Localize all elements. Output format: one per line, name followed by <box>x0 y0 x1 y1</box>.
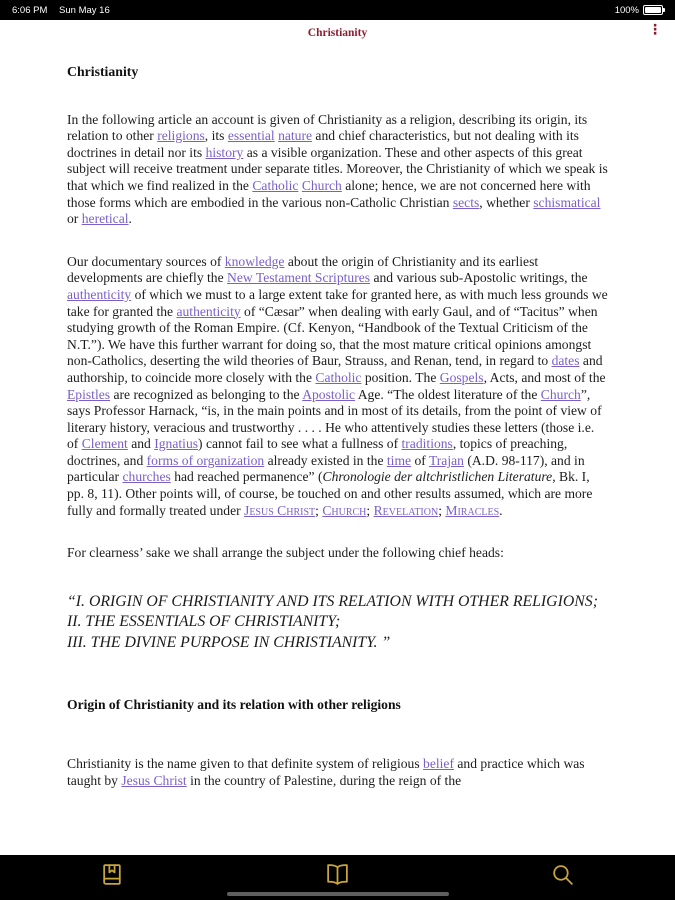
text-run: ”, says Professor Harnack, “is, in the main points and in most of its details, from the point of view of literary history, veracious and trustworthy . . . . He who attentively studies these letters (those i.e. of <box>67 386 602 452</box>
inline-link[interactable]: time <box>386 452 412 468</box>
text-run: Chronologie der altchristlichen Literature <box>322 469 553 485</box>
inline-link[interactable]: Apostolic <box>302 386 356 402</box>
inline-link[interactable]: Miracles <box>445 502 500 518</box>
text-run: and chief characteristics, but not dealing with its doctrines in detail nor its <box>67 128 579 160</box>
quote-line: “I. ORIGIN OF CHRISTIANITY AND ITS RELATION WITH OTHER RELIGIONS; <box>67 592 598 610</box>
book-bookmark-icon <box>100 862 125 887</box>
inline-link[interactable]: heretical <box>81 211 129 227</box>
inline-link[interactable]: schismatical <box>533 194 601 210</box>
battery-level <box>645 7 661 13</box>
status-time: 6:06 PM <box>12 4 48 16</box>
text-run: alone; hence, we are not concerned here with those forms which are embodied in the various non-Catholic Christian <box>67 177 591 210</box>
text-run: and authorship, to coincide more closely with the <box>67 353 603 385</box>
text-run: ) cannot fail to see what a fullness of <box>198 436 402 452</box>
paragraph-intro <box>67 112 608 228</box>
inline-link[interactable]: essential <box>227 128 275 144</box>
paragraph-origin <box>67 756 608 789</box>
inline-link[interactable]: dates <box>551 353 580 369</box>
inline-link[interactable]: Catholic <box>252 177 299 193</box>
inline-link[interactable]: Revelation <box>373 502 439 518</box>
inline-link[interactable]: traditions <box>401 436 453 452</box>
status-left <box>12 5 110 16</box>
inline-link[interactable]: Church <box>322 502 367 518</box>
text-run: , topics of preaching, doctrines, and <box>67 436 568 468</box>
text-run: position. The <box>361 369 440 385</box>
text-run: as a visible organization. These and other aspects of this great subject will receive treatment under separate titles. Moreover, the Christianity of which we speak is that which we find realized in the <box>67 144 608 193</box>
text-run: . <box>128 211 132 227</box>
library-button[interactable] <box>0 860 225 888</box>
article-content <box>67 46 608 855</box>
text-run: ; <box>315 502 323 518</box>
inline-link[interactable]: Church <box>540 386 581 402</box>
text-run: ; <box>366 502 374 518</box>
inline-link[interactable]: Clement <box>81 436 128 452</box>
inline-link[interactable]: Catholic <box>315 369 362 385</box>
section-subheading: Origin of Christianity and its relation with other religions <box>67 697 401 713</box>
status-bar <box>0 0 675 20</box>
text-run: or <box>67 211 82 227</box>
inline-link[interactable]: Gospels <box>439 369 484 385</box>
text-run: about the origin of Christianity and its earliest developments are chiefly the <box>67 253 539 286</box>
text-run: of <box>411 452 429 468</box>
text-run: in the country of Palestine, during the reign of the <box>186 772 462 788</box>
quote-line: II. THE ESSENTIALS OF CHRISTIANITY; <box>67 613 341 631</box>
text-run: Age. “The oldest literature of the <box>355 386 541 402</box>
search-button[interactable] <box>450 860 675 888</box>
text-run: Our documentary sources of <box>67 253 225 269</box>
text-run: and practice which was taught by <box>67 755 585 788</box>
inline-link[interactable]: New Testament Scriptures <box>227 270 371 286</box>
text-run: In the following article an account is given of Christianity as a religion, describing its origin, its relation to other <box>67 111 588 144</box>
nav-header <box>0 20 675 46</box>
inline-link[interactable]: Trajan <box>428 452 464 468</box>
bottom-toolbar <box>0 855 675 900</box>
inline-link[interactable]: Epistles <box>67 386 111 402</box>
article-heading: Christianity <box>67 64 139 79</box>
text-run: . <box>499 502 503 518</box>
inline-link[interactable]: history <box>205 144 244 160</box>
paragraph-sources <box>67 254 608 520</box>
text-run: , Acts, and most of the <box>483 369 606 385</box>
text-run: are recognized as belonging to the <box>110 386 303 402</box>
inline-link[interactable]: belief <box>423 755 454 771</box>
text-run: of which we must to a large extent take for granted here, as with much less grounds we take for granted the <box>67 286 608 319</box>
text-run: ; <box>438 502 446 518</box>
text-run: and <box>127 436 155 452</box>
inline-link[interactable]: Church <box>301 177 342 193</box>
inline-link[interactable]: sects <box>452 194 480 210</box>
search-icon <box>550 862 575 887</box>
status-date: Sun May 16 <box>59 4 110 16</box>
text-run: , Bk. I, pp. 8, 11). Other points will, of course, be touched on and other results assumed, which are more fully and formally treated under <box>67 469 593 518</box>
open-book-icon <box>325 862 350 887</box>
text-run: , its <box>204 128 228 144</box>
battery-percent: 100% <box>614 4 639 16</box>
battery-icon <box>643 5 663 15</box>
inline-link[interactable]: religions <box>157 128 205 144</box>
status-right <box>615 5 663 16</box>
text-run: had reached permanence” ( <box>170 469 323 485</box>
text-run: of “Cæsar” when dealing with early Gaul, and of “Tacitus” when studying growth of the Roman Empire. (Cf. Kenyon, “Handbook of the Textual Criticism of the N.T.”). We have this further warrant for doing so, that the most mature critical opinions amongst non-Catholics, deserting the wild theories of Baur, Strauss, and Renan, tend, in regard to <box>67 303 598 369</box>
inline-link[interactable]: churches <box>122 469 171 485</box>
page-title: Christianity <box>307 27 368 39</box>
home-indicator[interactable] <box>227 892 449 896</box>
inline-link[interactable]: Jesus Christ <box>244 502 316 518</box>
inline-link[interactable]: nature <box>278 128 313 144</box>
inline-link[interactable]: authenticity <box>176 303 241 319</box>
overflow-menu-icon[interactable]: ⋮ <box>648 22 662 38</box>
chief-heads-quote <box>67 592 608 654</box>
inline-link[interactable]: knowledge <box>224 253 285 269</box>
text-run: and various sub-Apostolic writings, the <box>370 270 588 286</box>
text-run: (A.D. 98-117), and in particular <box>67 452 585 485</box>
text-run: For clearness’ sake we shall arrange the subject under the following chief heads: <box>67 545 504 561</box>
inline-link[interactable]: Jesus Christ <box>121 772 187 788</box>
paragraph-chief-heads <box>67 545 608 562</box>
quote-line: III. THE DIVINE PURPOSE IN CHRISTIANITY. ” <box>67 633 391 651</box>
text-run: already existed in the <box>264 452 387 468</box>
inline-link[interactable]: authenticity <box>67 286 132 302</box>
inline-link[interactable]: forms of organization <box>146 452 265 468</box>
text-run: , whether <box>479 194 534 210</box>
text-run: Christianity is the name given to that definite system of religious <box>67 755 424 771</box>
reader-button[interactable] <box>225 860 450 888</box>
inline-link[interactable]: Ignatius <box>154 436 199 452</box>
